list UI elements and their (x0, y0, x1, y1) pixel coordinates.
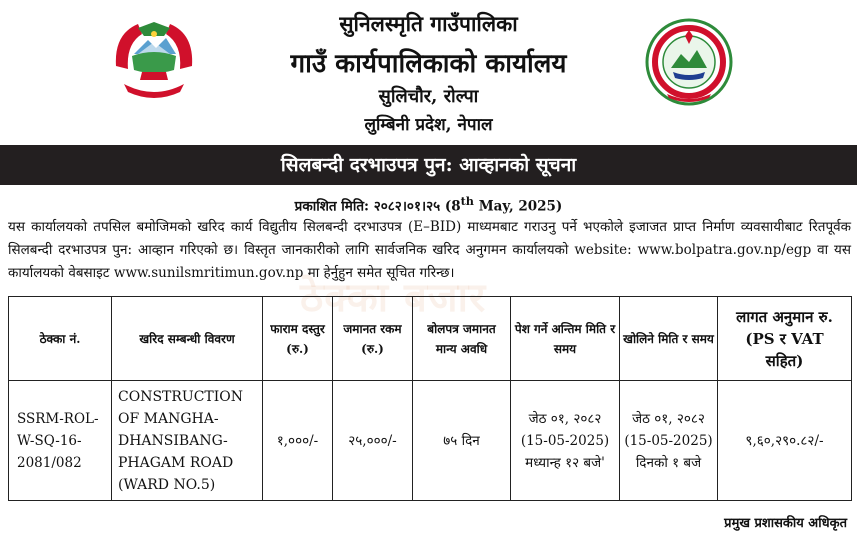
cell-bid-security: २५,०००/- (333, 381, 413, 501)
published-date-sup: th (460, 194, 474, 208)
opening-date: जेठ ०१, २०८२ (632, 410, 705, 427)
table-header-row (9, 297, 852, 381)
cell-cost-estimate: ९,६०,२९०.८२/- (718, 381, 852, 501)
submission-time: मध्यान्ह १२ बजे' (525, 454, 605, 471)
cell-form-fee: १,०००/- (263, 381, 333, 501)
opening-date-en: (15-05-2025) (624, 432, 713, 449)
col-cost-estimate-line3: सहित) (765, 351, 804, 370)
tender-table (8, 296, 852, 501)
col-form-fee: फाराम दस्तुर (रु.) (263, 297, 333, 381)
col-description: खरिद सम्बन्धी विवरण (112, 297, 263, 381)
cell-description: CONSTRUCTION OF MANGHA-DHANSIBANG-PHAGAM ROAD (WARD NO.5) (112, 381, 263, 501)
opening-time: दिनको १ बजे (635, 454, 702, 471)
published-date-label: प्रकाशित मिति: २०८२।०१।२५ (8 (294, 198, 461, 215)
signature-title: प्रमुख प्रशासकीय अधिकृत (724, 516, 847, 531)
col-opening: खोलिने मिति र समय (620, 297, 718, 381)
col-bid-security: जमानत रकम (रु.) (333, 297, 413, 381)
submission-date-en: (15-05-2025) (520, 432, 610, 449)
cell-submission (511, 381, 620, 501)
col-contract-no: ठेक्का नं. (9, 297, 112, 381)
col-validity: बोलपत्र जमानत मान्य अवधि (413, 297, 511, 381)
cell-validity: ७५ दिन (413, 381, 511, 501)
col-submission: पेश गर्ने अन्तिम मिति र समय (511, 297, 620, 381)
notice-paragraph: यस कार्यालयको तपसिल बमोजिमको खरिद कार्य विद्युतीय सिलबन्दी दरभाउपत्र (E–BID) माध्यमबाट गराउनु पर्ने भएकोले इजाजत प्राप्त निर्माण व्यवसायीबाट रितपूर्वक सिलबन्दी दरभाउपत्र पुन: आव्हान गरिएको छ। विस्तृत जानकारीको लागि सार्वजनिक खरिद अनुगमन कार्यालयको website: www.bolpatra.gov.np/egp वा यस कार्यालयको वेबसाइट www.sunilsmritimun.gov.np मा हेर्नुहुन समेत सूचित गरिन्छ। (8, 219, 851, 281)
submission-date: जेठ ०१, २०८२ (528, 410, 602, 427)
col-cost-estimate-line1: लागत अनुमान रु. (736, 307, 833, 326)
cell-contract-no: SSRM-ROL-W-SQ-16-2081/082 (9, 381, 112, 501)
office-title: गाउँ कार्यपालिकाको कार्यालय (290, 49, 567, 79)
province-name: लुम्बिनी प्रदेश, नेपाल (364, 115, 493, 135)
watermark: ठेक्का बजार (300, 275, 487, 321)
col-cost-estimate (718, 297, 852, 381)
published-date (0, 194, 857, 215)
cell-opening (620, 381, 718, 501)
notice-banner: सिलबन्दी दरभाउपत्र पुन: आव्हानको सूचना (0, 145, 857, 185)
municipality-name: सुनिलस्मृति गाउँपालिका (339, 11, 518, 36)
published-date-rest: May, 2025) (474, 198, 563, 215)
office-location: सुलिचौर, रोल्पा (378, 86, 479, 107)
table-row (9, 381, 852, 501)
col-cost-estimate-line2: (PS र VAT (745, 329, 824, 348)
